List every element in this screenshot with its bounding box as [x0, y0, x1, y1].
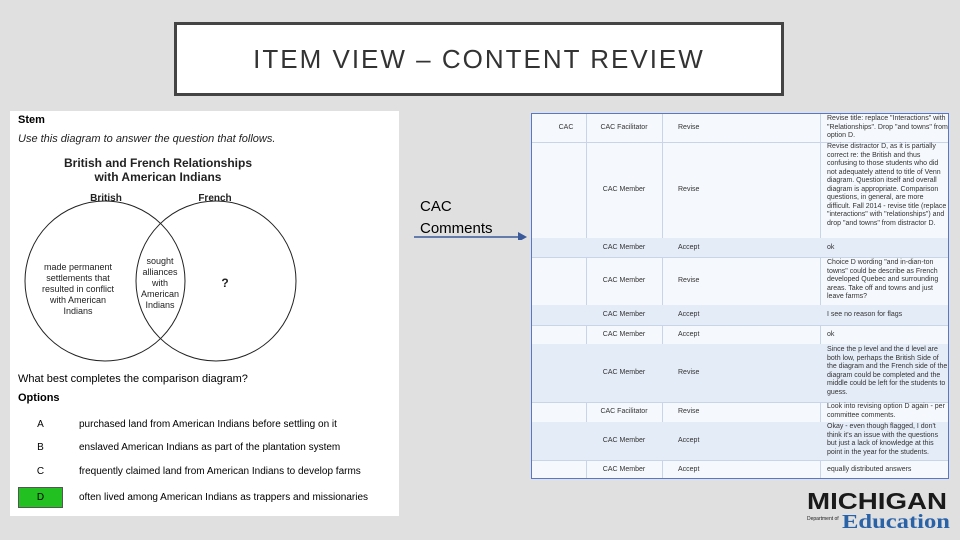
cell-role: CAC Member — [602, 244, 646, 251]
cell-comment: ok — [827, 244, 835, 251]
option-letter: C — [36, 466, 45, 477]
table-row — [532, 460, 948, 479]
table-row — [532, 422, 948, 461]
table-row — [532, 114, 948, 143]
cell-decision: Revise — [678, 277, 700, 284]
options-label: Options — [18, 392, 60, 404]
cac-label-line1: CAC — [420, 198, 452, 215]
logo-michigan: MICHIGAN — [807, 488, 947, 514]
cell-role: CAC Member — [602, 437, 646, 444]
venn-left-label: British — [90, 193, 122, 204]
option-d-correct[interactable] — [18, 486, 390, 509]
option-a[interactable] — [18, 413, 390, 436]
cell-role: CAC Member — [602, 186, 646, 193]
option-text: enslaved American Indians as part of the plantation system — [79, 442, 341, 453]
logo-education: Education — [842, 511, 950, 533]
slide-title-box — [174, 22, 784, 96]
cell-comment: equally distributed answers — [827, 466, 912, 473]
cell-decision: Accept — [678, 331, 700, 338]
cell-comment: Revise distractor D, as it is partially correct re: the British and thus confusing to those students who did not adequately attend to title of Venn diagram. Question itself and overall diagram is appropriate. Comparison questions, in general, are more difficult. Fall 2014 - revise title (replace "interactions" with "relationships") and drop "and towns" from distractor D. — [827, 143, 947, 227]
venn-left-text-2: settlements that — [46, 273, 110, 283]
venn-left-text-4: with American — [49, 295, 107, 305]
table-row — [532, 142, 948, 239]
cell-decision: Revise — [678, 408, 700, 415]
option-b[interactable] — [18, 436, 390, 459]
cell-comment: Look into revising option D again - per committee comments. — [827, 403, 945, 419]
cell-decision: Revise — [678, 369, 700, 376]
cell-role: CAC Member — [602, 277, 646, 284]
cell-comment: Revise title: replace "Interactions" with "Relationships". Drop "and towns" from option D. — [827, 115, 948, 139]
venn-right-text: ? — [221, 276, 229, 290]
table-row — [532, 402, 948, 423]
cell-role: CAC Member — [602, 369, 646, 376]
cell-decision: Accept — [678, 244, 700, 251]
table-row — [532, 344, 948, 403]
cell-decision: Accept — [678, 437, 700, 444]
cac-comments-table — [531, 113, 949, 479]
cell-decision: Accept — [678, 466, 700, 473]
option-text: frequently claimed land from American Indians to develop farms — [79, 466, 361, 477]
venn-center-text-4: American — [140, 289, 180, 299]
venn-center-text-3: with — [151, 278, 169, 288]
cell-committee: CAC — [558, 124, 574, 131]
option-text: often lived among American Indians as trappers and missionaries — [79, 492, 369, 503]
table-row — [532, 238, 948, 258]
cell-role: CAC Member — [602, 331, 646, 338]
cac-label-line2: Comments — [420, 220, 493, 237]
slide-title: ITEM VIEW – CONTENT REVIEW — [253, 43, 705, 74]
option-letter: B — [37, 442, 44, 453]
cell-comment: I see no reason for flags — [827, 311, 903, 318]
cell-comment: ok — [827, 331, 835, 338]
venn-center-text-1: sought — [146, 256, 174, 266]
cell-role: CAC Facilitator — [600, 408, 648, 415]
stem-label: Stem — [18, 114, 45, 126]
cell-decision: Revise — [678, 186, 700, 193]
michigan-education-logo — [805, 483, 955, 533]
cell-comment: Choice D wording "and in-dian-ton towns" could be describe as French developed Quebec and surrounding areas. Take off and towns and just leave farms? — [827, 259, 939, 300]
venn-diagram — [10, 151, 399, 373]
table-row — [532, 305, 948, 326]
cell-decision: Accept — [678, 311, 700, 318]
option-text: purchased land from American Indians before settling on it — [79, 419, 337, 430]
cell-comment: Since the p level and the d level are both low, perhaps the British Side of the diagram and the French side of the diagram could be completed and the middle could be left for the students to guess. — [827, 346, 948, 396]
stem-instruction: Use this diagram to answer the question that follows. — [18, 133, 276, 145]
logo-department: Department of — [807, 516, 839, 522]
venn-left-text-5: Indians — [63, 306, 93, 316]
diagram-title-line2: with American Indians — [94, 170, 222, 184]
arrow-icon — [414, 226, 528, 240]
cell-role: CAC Member — [602, 466, 646, 473]
diagram-title-line1: British and French Relationships — [63, 156, 253, 170]
question-text: What best completes the comparison diagram? — [18, 373, 248, 385]
option-letter: A — [37, 419, 44, 430]
table-row — [532, 325, 948, 345]
cell-role: CAC Facilitator — [600, 124, 648, 131]
option-letter: D — [18, 487, 63, 508]
option-c[interactable] — [18, 460, 390, 483]
venn-left-text-3: resulted in conflict — [41, 284, 115, 294]
cell-decision: Revise — [678, 124, 700, 131]
cell-role: CAC Member — [602, 311, 646, 318]
cell-comment: Okay - even though flagged, I don't think it's an issue with the questions but just a lack of knowledge at this point in the year for the students. — [827, 423, 939, 456]
item-view-panel — [10, 111, 399, 516]
venn-center-text-5: Indians — [145, 300, 175, 310]
venn-left-text-1: made permanent — [43, 262, 113, 272]
venn-center-text-2: alliances — [142, 267, 178, 277]
venn-right-label: French — [198, 193, 232, 204]
table-row — [532, 257, 948, 306]
